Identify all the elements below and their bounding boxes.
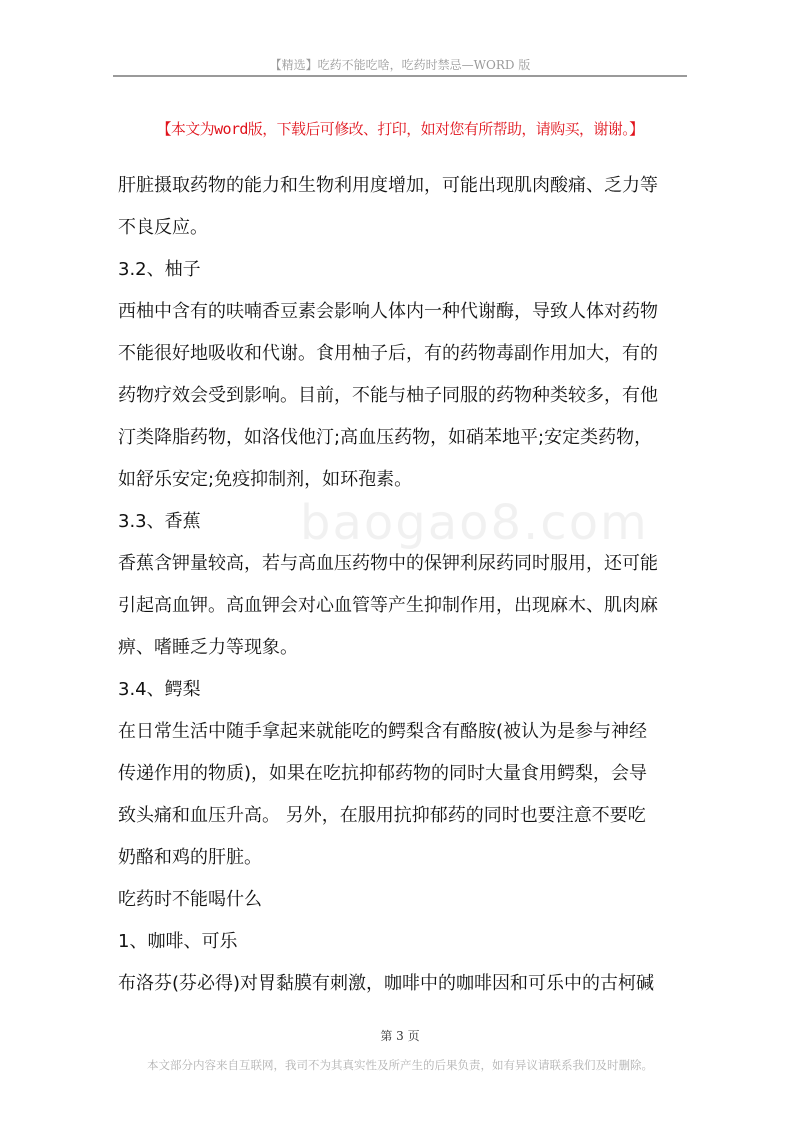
text-line: 致头痛和血压升高。 另外，在服用抗抑郁药的同时也要注意不要吃 — [118, 805, 646, 826]
text-line: 汀类降脂药物，如洛伐他汀;高血压药物，如硝苯地平;安定类药物， — [118, 427, 653, 448]
text-line: 香蕉含钾量较高，若与高血压药物中的保钾利尿药同时服用，还可能 — [118, 553, 658, 574]
watermark: baogao8.com — [300, 495, 649, 551]
text-line: 3.2、柚子 — [118, 259, 201, 280]
text-line: 肝脏摄取药物的能力和生物利用度增加，可能出现肌肉酸痛、乏力等 — [118, 175, 658, 196]
page-header-title: 【精选】吃药不能吃啥，吃药时禁忌—WORD 版 — [269, 58, 531, 72]
text-line: 1、咖啡、可乐 — [118, 931, 238, 952]
text-line: 3.3、香蕉 — [118, 511, 201, 532]
text-line: 奶酪和鸡的肝脏。 — [118, 847, 262, 868]
text-line: 吃药时不能喝什么 — [118, 889, 262, 910]
text-line: 药物疗效会受到影响。目前，不能与柚子同服的药物种类较多，有他 — [118, 385, 658, 406]
text-line: 3.4、鳄梨 — [118, 679, 201, 700]
header-divider — [113, 75, 687, 77]
purchase-notice: 【本文为word版，下载后可修改、打印，如对您有所帮助，请购买，谢谢。】 — [156, 120, 644, 138]
text-line: 布洛芬(芬必得)对胃黏膜有刺激，咖啡中的咖啡因和可乐中的古柯碱 — [118, 973, 655, 994]
footer-disclaimer: 本文部分内容来自互联网，我司不为其真实性及所产生的后果负责，如有异议请联系我们及时删除。 — [147, 1058, 653, 1072]
text-line: 痹、嗜睡乏力等现象。 — [118, 637, 298, 658]
text-line: 传递作用的物质)，如果在吃抗抑郁药物的同时大量食用鳄梨，会导 — [118, 763, 648, 784]
text-line: 引起高血钾。高血钾会对心血管等产生抑制作用，出现麻木、肌肉麻 — [118, 595, 658, 616]
text-line: 不能很好地吸收和代谢。食用柚子后，有的药物毒副作用加大，有的 — [118, 343, 658, 364]
page-number: 第 3 页 — [380, 1029, 420, 1043]
text-line: 西柚中含有的呋喃香豆素会影响人体内一种代谢酶，导致人体对药物 — [118, 301, 658, 322]
text-line: 如舒乐安定;免疫抑制剂，如环孢素。 — [118, 469, 413, 490]
text-line: 在日常生活中随手拿起来就能吃的鳄梨含有酪胺(被认为是参与神经 — [118, 721, 648, 742]
document-body — [118, 168, 688, 1008]
text-line: 不良反应。 — [118, 217, 208, 238]
